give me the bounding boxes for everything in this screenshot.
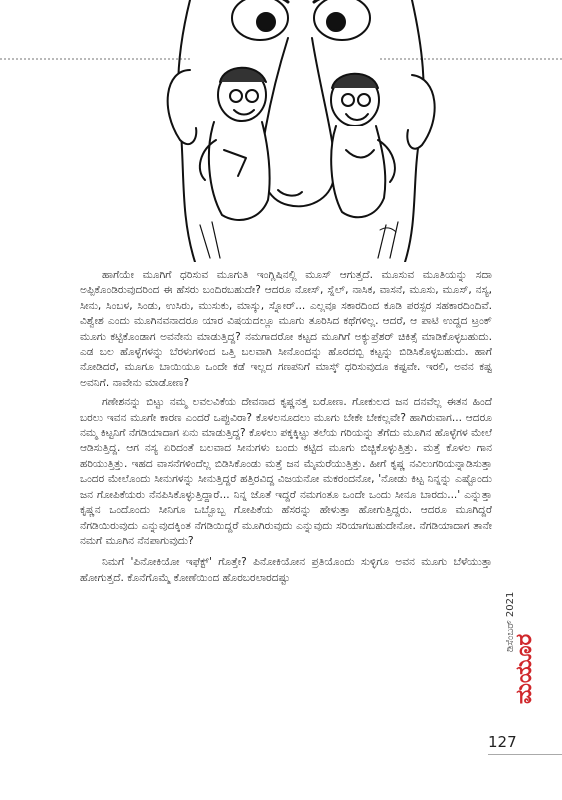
magazine-brand: ಮಯೂರ xyxy=(512,633,537,704)
cartoon-illustration xyxy=(150,0,450,262)
paragraph-1: ಹಾಗೆಯೇ ಮೂಗಿಗೆ ಧರಿಸುವ ಮೂಗುತಿ ಇಂಗ್ಲಿಷಿನಲ್ಲಿ ಮೂಸ್ ಆಗುತ್ತದೆ. ಮೂಸುವ ಮೂತಿಯನ್ನು ಸದಾ ಅಪ್ಪಿಕೊಂಡಿರುವುದರಿಂದ ಈ ಹೆಸರು ಬಂದಿರಬಹುದೇ? ಆದರೂ ನೋಸ್, ಸ್ನೆಲ್, ನಾಸಿಕ, ವಾಸನೆ, ಮೂಸು, ಮೂಸ್, ನಸ್ಯ, ಸೀನು, ಸಿಂಬಳ, ಸಿಂಡು, ಉಸಿರು, ಮುಸುಕು, ಮಾಸ್ಕು, ಸ್ನೋರ್... ಎಲ್ಲವೂ ಸಕಾರದಿಂದ ಕೂಡಿ ಪರಸ್ಪರ ಸಹಕಾರದಿಂದಿವೆ. ವಿಶ್ವೇಶ ಎಂದು ಮೂಗಿನವನಾದರೂ ಯಾರ ವಿಷಯದಲ್ಲೂ ಮೂಗು ತೂರಿಸಿದ ಕಥೆಗಳಿಲ್ಲ. ಆದರೆ, ಆ ಪಾಟಿ ಉದ್ದದ ಟ್ರಂಕ್ ಮೂಗು ಕಟ್ಟಿಕೊಂಡಾಗ ಅವನೇನು ಮಾಡುತ್ತಿದ್ದ? ನಮಗಾದರೋ ಕಟ್ಟದ ಮೂಗಿಗೆ ಅಕ್ಯುಪ್ರೆಶರ್ ಚಿಕಿತ್ಸೆ ಮಾಡಿಕೊಳ್ಳಬಹುದು. ಎಡ ಬಲ ಹೊಳ್ಳೆಗಳನ್ನು ಬೆರಳುಗಳಿಂದ ಒತ್ತಿ ಬಲವಾಗಿ ಸೀನೊಂದನ್ನು ಹೊರದಬ್ಬಿ ಕಟ್ಟನ್ನು ಬಿಡಿಸಿಕೊಳ್ಳಬಹುದು. ಹಾಗೆ ನೋಡಿದರೆ, ಮೂಗೂ ಬಾಯಿಯೂ ಒಂದೇ ಕಡೆ ಇಲ್ಲದ ಗಣಪನಿಗೆ ಮಾಸ್ಕ್ ಧರಿಸುವುದೂ ಕಷ್ಟವೇ. ಇರಲಿ, ಅವನ ಕಷ್ಟ ಅವನಿಗೆ. ನಾವೇನು ಮಾಡೋಣ? xyxy=(80,269,492,389)
paragraph-3: ನಿಮಗೆ 'ಪಿನೋಕಿಯೋ ಇಫೆಕ್ಟ್' ಗೊತ್ತೇ? ಪಿನೋಕಿಯೋನ ಪ್ರತಿಯೊಂದು ಸುಳ್ಳಿಗೂ ಅವನ ಮೂಗು ಬೆಳೆಯುತ್ತಾ ಹೋಗುತ್ತದೆ. ಕೊನೆಗೊಮ್ಮೆ ಕೋಣೆಯಿಂದ ಹೊರಬರಲಾರದಷ್ಟು xyxy=(80,556,492,584)
page-number: 127 xyxy=(488,733,517,751)
article-body xyxy=(80,268,492,592)
page-number-rule xyxy=(488,754,562,755)
paragraph-2: ಗಣೇಶನನ್ನು ಬಿಟ್ಟು ನಮ್ಮ ಲವಲವಿಕೆಯ ದೇವನಾದ ಕೃಷ್ಣನತ್ತ ಬರೋಣ. ಗೋಕುಲದ ಜನ ದನವೆಲ್ಲ ಈತನ ಹಿಂದೆ ಬರಲು ಇವನ ಮೂಗೇ ಕಾರಣ ಎಂದರೆ ಒಪ್ಪುವಿರಾ? ಕೊಳಲನೂದಲು ಮೂಗು ಬೇಕೇ ಬೇಕಲ್ಲವೇ? ಹಾಗಿರುವಾಗ... ಆದರೂ ನಮ್ಮ ಕಿಟ್ಟನಿಗೆ ನೆಗಡಿಯಾದಾಗ ಏನು ಮಾಡುತ್ತಿದ್ದ? ಕೊಳಲು ಪಕ್ಕಕ್ಕಿಟ್ಟು ತಲೆಯ ಗರಿಯನ್ನು ತೆಗೆದು ಮೂಗಿನ ಹೊಳ್ಳೆಗಳ ಮೇಲೆ ಆಡಿಸುತ್ತಿದ್ದ. ಆಗ ನಸ್ಯ ಏರಿದಂತೆ ಬಲವಾದ ಸೀನುಗಳು ಬಂದು ಕಟ್ಟಿದ ಮೂಗು ಬಿಚ್ಚಿಕೊಳ್ಳುತ್ತಿತ್ತು. ಮತ್ತೆ ಕೊಳಲ ಗಾನ ಹರಿಯುತ್ತಿತ್ತು. ಇಹದ ವಾಸನೆಗಳಿಂದೆಲ್ಲ ಬಿಡಿಸಿಕೊಂಡು ಮತ್ತೆ ಜನ ಮೈಮರೆಯುತ್ತಿತ್ತು. ಹೀಗೆ ಕೃಷ್ಣ ನವಿಲುಗರಿಯನ್ನಾಡಿಸುತ್ತಾ ಒಂದರ ಮೇಲೊಂದು ಸೀನುಗಳನ್ನು ಸೀನುತ್ತಿದ್ದರೆ ಹತ್ತಿರವಿದ್ದ ವಿಜಯನೋ ಮಕರಂದನೋ, 'ನೋಡು ಕಿಟ್ಟ ನಿನ್ನನ್ನು ಎಷ್ಟೊಂದು ಜನ ಗೋಪಿಕೆಯರು ನೆನಪಿಸಿಕೊಳ್ಳುತ್ತಿದ್ದಾರೆ... ನಿನ್ನ ಜೊತೆ ಇದ್ದರೆ ನಮಗಂತೂ ಒಂದೇ ಒಂದು ಸೀನೂ ಬಾರದು...' ಎನ್ನುತ್ತಾ ಕೃಷ್ಣನ ಒಂದೊಂದು ಸೀನಿಗೂ ಒಬ್ಬೊಬ್ಬ ಗೋಪಿಕೆಯ ಹೆಸರನ್ನು ಹೇಳುತ್ತಾ ಹೋಗುತ್ತಿದ್ದರು. ಆದರೂ ಮೂಗಿದ್ದರೆ ನೆಗಡಿಯಿರುವುದು ಎನ್ನುವುದಕ್ಕಿಂತ ನೆಗಡಿಯಿದ್ದರೆ ಮೂಗಿರುವುದು ಎನ್ನುವುದು ಸರಿಯಾಗಬಹುದೇನೋ. ನೆಗಡಿಯಾದಾಗ ತಾನೇ ನಮಗೆ ಮೂಗಿನ ನೆನಪಾಗುವುದು? xyxy=(80,396,492,547)
issue-date: ಡಿಸೆಂಬರ್ 2021 xyxy=(505,591,516,652)
